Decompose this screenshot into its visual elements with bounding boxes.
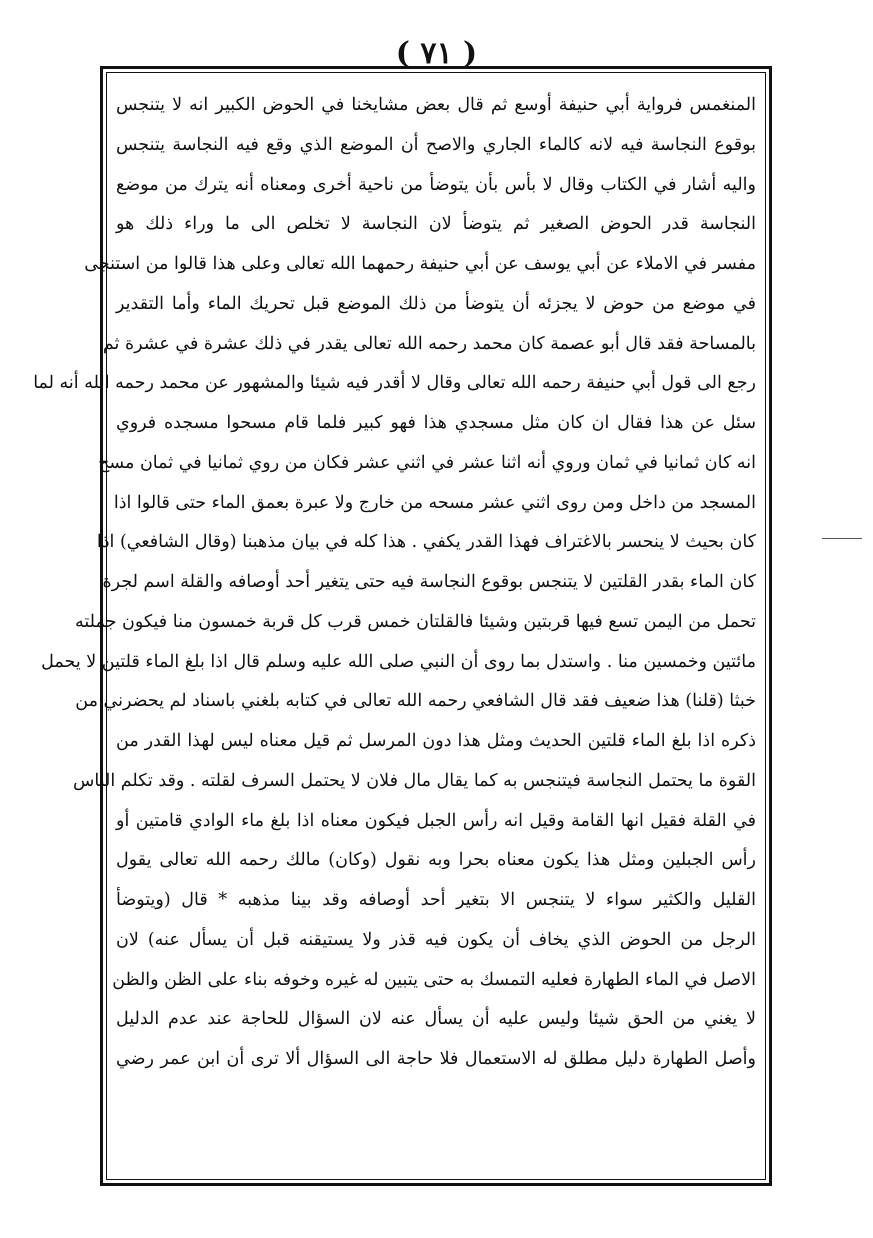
text-line: سئل عن هذا فقال ان كان مثل مسجدي هذا فهو كبير فلما قام مسحوا مسجده فروي [116, 413, 756, 433]
text-line: رأس الجبلين ومثل هذا يكون معناه بحرا وبه نقول (وكان) مالك رحمه الله تعالى يقول [116, 850, 756, 871]
text-line: رجع الى قول أبي حنيفة رحمه الله تعالى وقال لا أقدر فيه شيئا والمشهور عن محمد رحمه الله أنه لما [33, 373, 756, 394]
text-line: واليه أشار في الكتاب وقال لا بأس بأن يتوضأ من ناحية أخرى ومعناه أنه يترك من موضع [116, 174, 756, 195]
page-number: ( ٧١ ) [395, 36, 478, 71]
text-line: كان بحيث لا ينحسر بالاغتراف فهذا القدر يكفي . هذا كله في بيان مذهبنا (وقال الشافعي) اذا [96, 532, 756, 553]
text-line: خبثا (قلنا) هذا ضعيف فقد قال الشافعي رحمه الله تعالى في كتابه بلغني باسناد لم يحضرني من [75, 691, 756, 712]
text-line: وأصل الطهارة دليل مطلق له الاستعمال فلا حاجة الى السؤال ألا ترى أن ابن عمر رضي [116, 1049, 756, 1069]
text-line: الرجل من الحوض الذي يخاف أن يكون فيه قذر ولا يستيقنه قبل أن يسأل عنه) لان [116, 929, 756, 950]
text-line: القوة ما يحتمل النجاسة فيتنجس به كما يقال مال فلان لا يحتمل السرف لقلته . وقد تكلم الناس [73, 770, 756, 791]
text-line: الاصل في الماء الطهارة فعليه التمسك به حتى يتبين له غيره وخوفه بناء على الظن والظن [112, 969, 756, 990]
text-line: القليل والكثير سواء لا يتنجس الا بتغير أحد أوصافه وقد بينا مذهبه * قال (ويتوضأ [116, 890, 756, 910]
text-line: النجاسة قدر الحوض الصغير ثم يتوضأ لان النجاسة لا تخلص الى ما وراء ذلك هو [116, 214, 756, 235]
text-line: انه كان ثمانيا في ثمان وروي أنه اثنا عشر في اثني عشر فكان من روي ثمانيا في ثمان مسح [98, 452, 756, 473]
text-line: تحمل من اليمن تسع فيها قربتين وشيئا فالقلتان خمس قرب كل قربة خمسون منا فيكون جملته [75, 611, 756, 632]
margin-mark [822, 538, 862, 539]
text-line: مفسر في الاملاء عن أبي يوسف عن أبي حنيفة رحمهما الله تعالى وعلى هذا قالوا من استنجى [84, 254, 756, 274]
text-line: في موضع من حوض لا يجزئه أن يتوضأ من ذلك الموضع قبل تحريك الماء وأما التقدير [116, 293, 756, 314]
text-line: في القلة فقيل انها القامة وقيل انه رأس الجبل فيكون معناه اذا بلغ ماء الوادي قامتين أو [116, 810, 756, 831]
text-line: بوقوع النجاسة فيه لانه كالماء الجاري والاصح أن الموضع الذي وقع فيه النجاسة يتنجس [116, 134, 756, 155]
text-line: المنغمس فرواية أبي حنيفة أوسع ثم قال بعض مشايخنا في الحوض الكبير انه لا يتنجس [116, 95, 756, 115]
text-body [33, 86, 756, 1174]
text-line: ذكره اذا بلغ الماء قلتين الحديث ومثل هذا دون المرسل ثم قيل معناه ليس لهذا القدر من [116, 731, 756, 751]
text-line: لا يغني من الحق شيئا وليس عليه أن يسأل عنه لان السؤال للحاجة عند عدم الدليل [116, 1009, 756, 1030]
text-line: مائتين وخمسين منا . واستدل بما روى أن النبي صلى الله عليه وسلم قال اذا بلغ الماء قلتين لا يحمل [41, 651, 756, 672]
text-line: كان الماء بقدر القلتين لا يتنجس بوقوع النجاسة فيه حتى يتغير أحد أوصافه والقلة اسم لجرة [102, 572, 756, 592]
text-line: بالمساحة فقد قال أبو عصمة كان محمد رحمه الله تعالى يقدر في ذلك عشرة في عشرة ثم [102, 333, 756, 354]
text-line: المسجد من داخل ومن روى اثني عشر مسحه من خارج ولا عبرة بعمق الماء حتى قالوا اذا [113, 492, 756, 513]
